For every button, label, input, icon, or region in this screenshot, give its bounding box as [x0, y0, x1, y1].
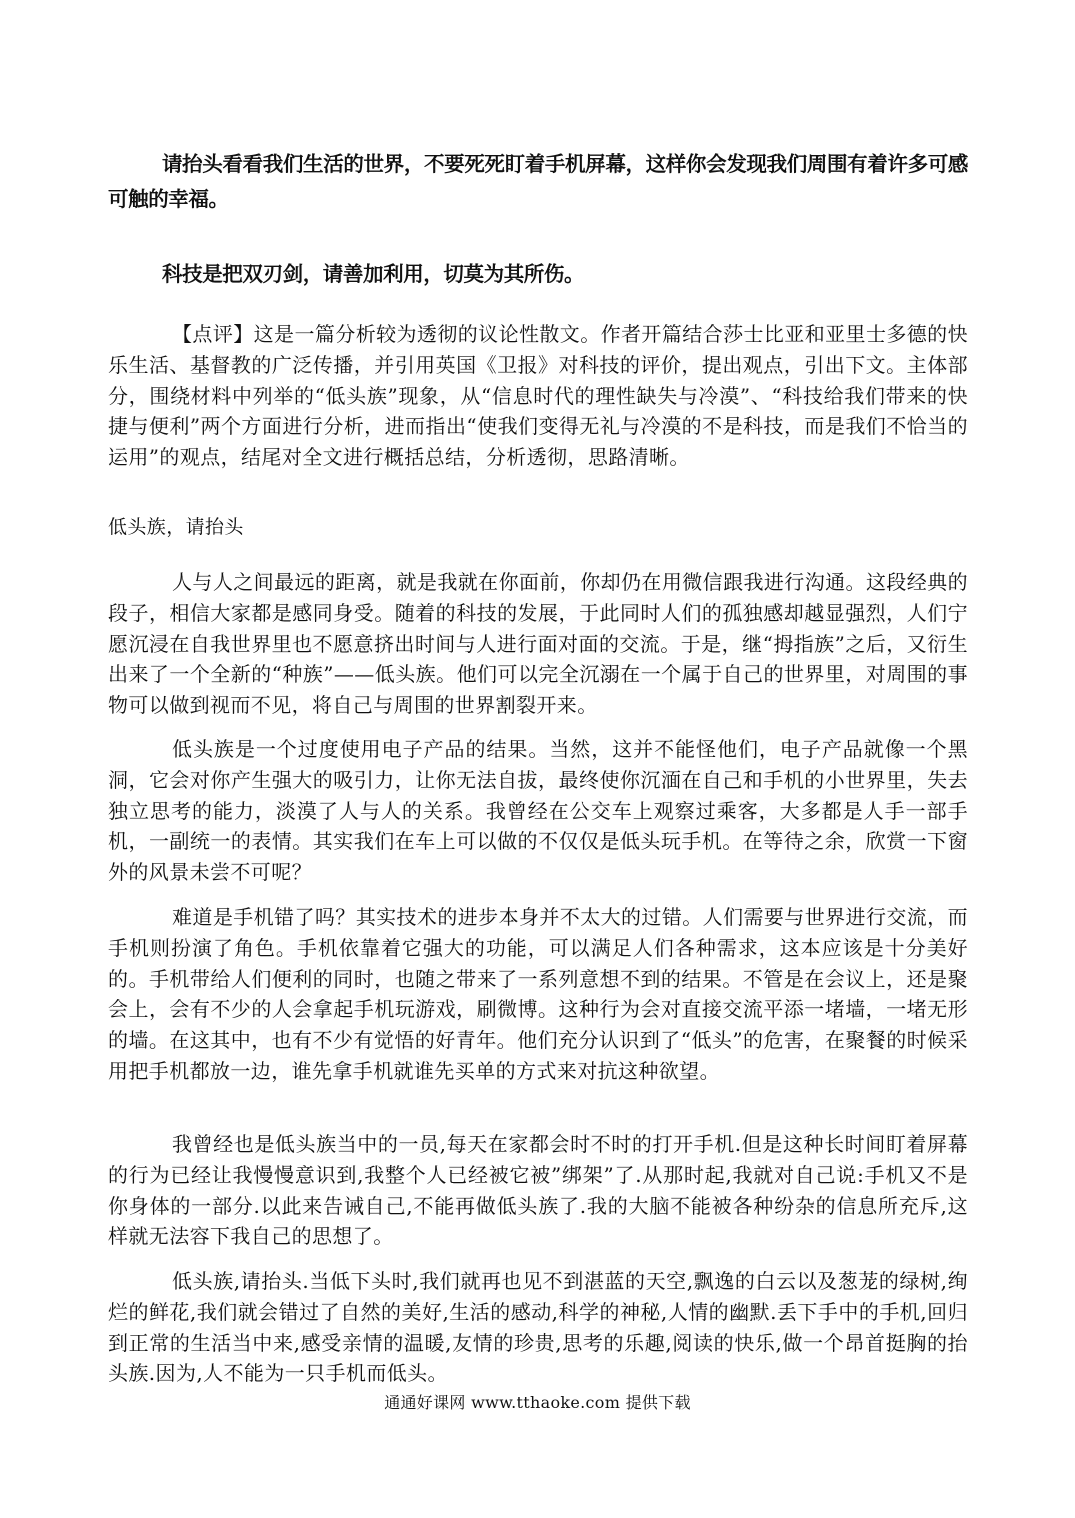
essay-paragraph-3: 难道是手机错了吗？其实技术的进步本身并不太大的过错。人们需要与世界进行交流，而手机则扮演了角色。手机依靠着它强大的功能，可以满足人们各种需求，这本应该是十分美好的。手机带给人们便利的同时，也随之带来了一系列意想不到的结果。不管是在会议上，还是聚会上，会有不少的人会拿起手机玩游戏，刷微博。这种行为会对直接交流平添一堵墙，一堵无形的墙。在这其中，也有不少有觉悟的好青年。他们充分认识到了“低头”的危害，在聚餐的时候采用把手机都放一边，谁先拿手机就谁先买单的方式来对抗这种欲望。 [108, 905, 968, 1083]
closing-paragraph-1: 请抬头看看我们生活的世界，不要死死盯着手机屏幕，这样你会发现我们周围有着许多可感可触的幸福。 [108, 152, 968, 211]
essay-title: 低头族，请抬头 [108, 516, 244, 538]
page-footer: 通通好课网 www.tthaoke.com 提供下载 [384, 1393, 691, 1412]
essay-paragraph-4: 我曾经也是低头族当中的一员,每天在家都会时不时的打开手机.但是这种长时间盯着屏幕的行为已经让我慢慢意识到,我整个人已经被它被”绑架”了.从那时起,我就对自己说:手机又不是你身体的一部分.以此来告诫自己,不能再做低头族了.我的大脑不能被各种纷杂的信息所充斥,这样就无法容下我自己的思想了。 [108, 1132, 968, 1249]
essay-paragraph-2: 低头族是一个过度使用电子产品的结果。当然，这并不能怪他们，电子产品就像一个黑洞，它会对你产生强大的吸引力，让你无法自拔，最终使你沉湎在自己和手机的小世界里，失去独立思考的能力，淡漠了人与人的关系。我曾经在公交车上观察过乘客，大多都是人手一部手机，一副统一的表情。其实我们在车上可以做的不仅仅是低头玩手机。在等待之余，欣赏一下窗外的风景未尝不可呢？ [108, 737, 968, 885]
comment-paragraph: 【点评】这是一篇分析较为透彻的议论性散文。作者开篇结合莎士比亚和亚里士多德的快乐生活、基督教的广泛传播，并引用英国《卫报》对科技的评价，提出观点，引出下文。主体部分，围绕材料中列举的“低头族”现象，从“信息时代的理性缺失与冷漠”、“科技给我们带来的快捷与便利”两个方面进行分析，进而指出“使我们变得无礼与冷漠的不是科技，而是我们不恰当的运用”的观点，结尾对全文进行概括总结，分析透彻，思路清晰。 [108, 322, 968, 470]
closing-paragraph-2: 科技是把双刃剑，请善加利用，切莫为其所伤。 [162, 262, 585, 286]
essay-paragraph-5: 低头族,请抬头.当低下头时,我们就再也见不到湛蓝的天空,飘逸的白云以及葱茏的绿树,绚烂的鲜花,我们就会错过了自然的美好,生活的感动,科学的神秘,人情的幽默.丢下手中的手机,回归到正常的生活当中来,感受亲情的温暖,友情的珍贵,思考的乐趣,阅读的快乐,做一个昂首挺胸的抬头族.因为,人不能为一只手机而低头。 [108, 1269, 968, 1386]
essay-paragraph-1: 人与人之间最远的距离，就是我就在你面前，你却仍在用微信跟我进行沟通。这段经典的段子，相信大家都是感同身受。随着的科技的发展，于此同时人们的孤独感却越显强烈，人们宁愿沉浸在自我世界里也不愿意挤出时间与人进行面对面的交流。于是，继“拇指族”之后，又衍生出来了一个全新的“种族”——低头族。他们可以完全沉溺在一个属于自己的世界里，对周围的事物可以做到视而不见，将自己与周围的世界割裂开来。 [108, 570, 968, 718]
